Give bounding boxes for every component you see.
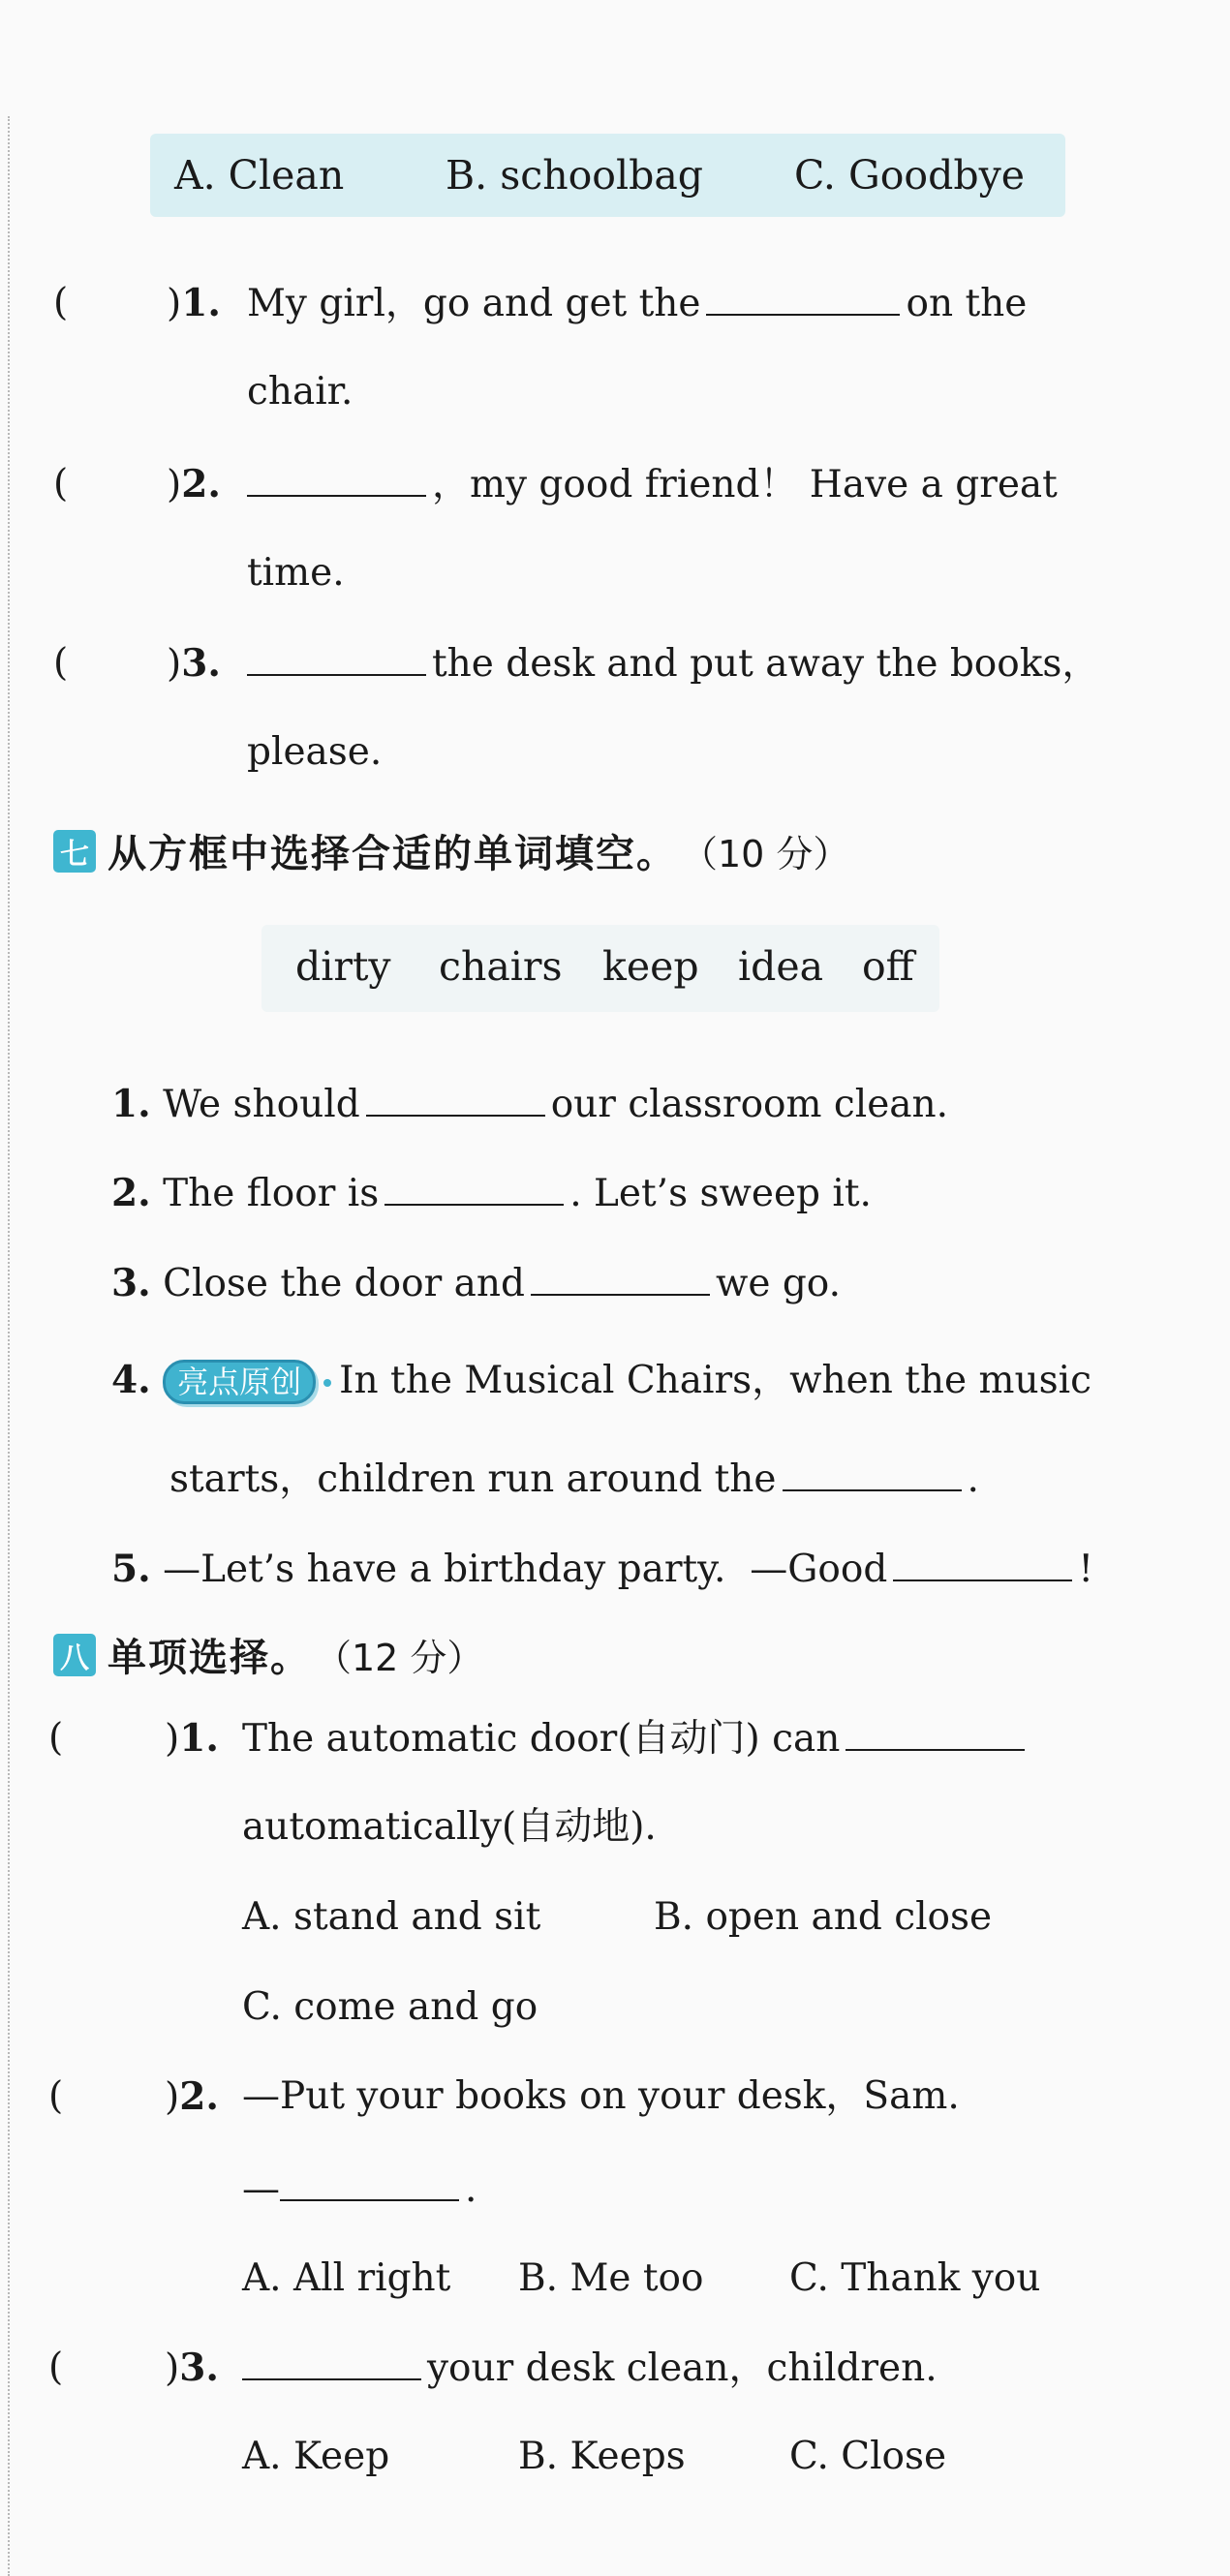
fill-blank[interactable] [384, 1169, 564, 1206]
original-badge: 亮点原创 [163, 1360, 316, 1404]
answer-paren-close: )1. [165, 1716, 219, 1761]
section-title: 单项选择。 [108, 1636, 311, 1680]
badge-dot-icon [323, 1379, 331, 1387]
fill-blank[interactable] [366, 1080, 545, 1117]
margin-dotted-line [8, 116, 10, 2576]
answer-paren-close: )2. [165, 2074, 219, 2119]
fill-blank[interactable] [242, 2344, 421, 2380]
option-a: A. All right [242, 2256, 451, 2300]
question-text: The automatic door(自动门) can [242, 1714, 1030, 1763]
question-text: My girl，go and get the on the [247, 279, 1027, 328]
option-b: B. open and close [654, 1895, 993, 1939]
option-b: B. Keeps [518, 2435, 686, 2478]
section-number-icon: 八 [53, 1634, 96, 1676]
question-text: the desk and put away the books， [247, 639, 1099, 689]
fill-blank[interactable] [846, 1714, 1025, 1751]
list-item: 4. 亮点原创 In the Musical Chairs，when the music [111, 1358, 1092, 1402]
word-bank-item: dirty [295, 943, 391, 990]
answer-paren: ( [48, 1716, 64, 1760]
fill-blank[interactable] [893, 1545, 1072, 1581]
option-a: A. Keep [242, 2435, 390, 2478]
option-c: C. Goodbye [794, 152, 1026, 199]
question-text-cont: — . [242, 2164, 477, 2214]
answer-paren: ( [53, 641, 69, 685]
answer-paren-close: )3. [167, 641, 221, 686]
option-a: A. stand and sit [242, 1895, 541, 1939]
fill-blank[interactable] [706, 279, 900, 316]
question-text: —Put your books on your desk，Sam. [242, 2074, 960, 2118]
question-text: ，my good friend！ Have a great [247, 460, 1058, 509]
option-box [150, 134, 1065, 217]
list-item-cont: starts，children run around the . [169, 1455, 979, 1504]
section-number-icon: 七 [53, 830, 96, 873]
section-7-heading [53, 823, 849, 878]
answer-paren-close: )3. [165, 2346, 219, 2390]
answer-paren: ( [53, 462, 69, 506]
word-bank-item: chairs [439, 943, 563, 990]
answer-paren: ( [48, 2346, 64, 2389]
answer-paren-close: )1. [167, 281, 221, 325]
option-b: B. schoolbag [446, 152, 704, 199]
question-text-cont: please. [247, 730, 383, 774]
answer-paren: ( [53, 281, 69, 324]
answer-paren: ( [48, 2074, 64, 2118]
question-text-cont: automatically(自动地). [242, 1805, 657, 1849]
option-c: C. come and go [242, 1985, 538, 2029]
word-bank-item: off [862, 943, 914, 990]
question-text-cont: chair. [247, 370, 354, 414]
fill-blank[interactable] [531, 1259, 710, 1296]
list-item: 1. We should our classroom clean. [111, 1082, 949, 1126]
option-c: C. Close [789, 2435, 947, 2478]
section-title: 从方框中选择合适的单词填空。 [108, 832, 677, 876]
fill-blank[interactable] [247, 639, 426, 676]
section-score: （10 分） [681, 833, 850, 875]
section-score: （12 分） [315, 1637, 484, 1679]
word-bank-box [261, 925, 939, 1012]
list-item: 5. —Let’s have a birthday party. —Good ! [111, 1547, 1093, 1591]
fill-blank[interactable] [783, 1455, 962, 1491]
question-text-cont: time. [247, 551, 345, 595]
fill-blank[interactable] [280, 2164, 459, 2201]
section-8-heading [53, 1627, 483, 1682]
question-text: your desk clean，children. [242, 2344, 938, 2393]
option-b: B. Me too [518, 2256, 704, 2300]
option-c: C. Thank you [789, 2256, 1041, 2300]
fill-blank[interactable] [247, 460, 426, 497]
word-bank-item: idea [738, 943, 824, 990]
list-item: 2. The floor is . Let’s sweep it. [111, 1171, 872, 1215]
list-item: 3. Close the door and we go. [111, 1261, 842, 1305]
word-bank-item: keep [602, 943, 699, 990]
answer-paren-close: )2. [167, 462, 221, 506]
option-a: A. Clean [174, 152, 345, 199]
